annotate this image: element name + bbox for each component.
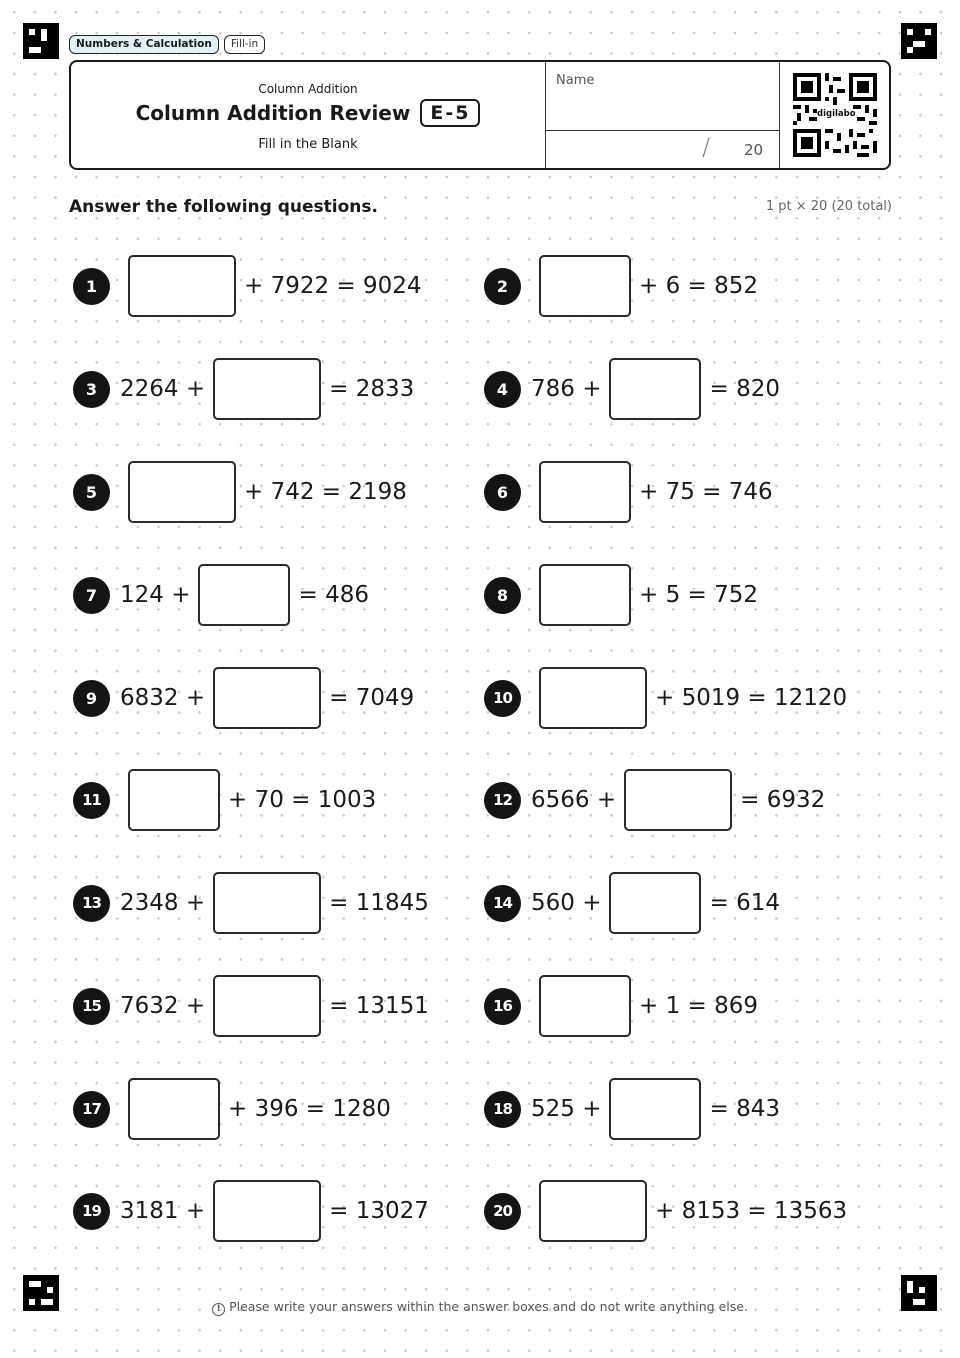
problem-number: 13: [73, 885, 110, 922]
points-text: 1 pt × 20 (20 total): [765, 199, 892, 214]
answer-box[interactable]: [128, 1078, 220, 1140]
title-row: [71, 99, 545, 127]
problem-expression: = 7049: [329, 685, 415, 711]
problem-17: [73, 1078, 391, 1140]
answer-box[interactable]: [539, 1180, 647, 1242]
problem-expression-left: 6832 +: [120, 685, 206, 711]
answer-box[interactable]: [539, 667, 647, 729]
problem-expression-left: 124 +: [120, 582, 191, 608]
problem-9: [73, 667, 414, 729]
problem-expression: = 2833: [329, 376, 415, 402]
problem-number: 11: [73, 782, 110, 819]
problem-number: 8: [484, 577, 521, 614]
info-circle-icon: !: [212, 1303, 225, 1316]
problem-13: [73, 872, 429, 934]
problem-2: [484, 255, 758, 317]
answer-box[interactable]: [539, 564, 631, 626]
qr-label: digilabo: [817, 109, 856, 119]
problem-expression-left: 7632 +: [120, 993, 206, 1019]
problem-number: 5: [73, 474, 110, 511]
problem-expression: + 70 = 1003: [228, 787, 377, 813]
problem-expression: = 486: [298, 582, 369, 608]
problem-20: [484, 1180, 847, 1242]
problem-expression-left: 786 +: [531, 376, 602, 402]
answer-box[interactable]: [213, 872, 321, 934]
answer-box[interactable]: [539, 461, 631, 523]
problem-number: 12: [484, 782, 521, 819]
problem-number: 17: [73, 1091, 110, 1128]
problem-14: [484, 872, 780, 934]
problem-number: 2: [484, 268, 521, 305]
problem-number: 14: [484, 885, 521, 922]
problem-5: [73, 461, 407, 523]
format-tag: Fill-in: [224, 35, 265, 54]
problem-expression: + 75 = 746: [639, 479, 773, 505]
problem-expression: = 13151: [329, 993, 429, 1019]
problem-number: 18: [484, 1091, 521, 1128]
corner-marker-top-left: [23, 23, 59, 59]
worksheet-subtitle: Column Addition: [258, 82, 358, 96]
problem-expression: + 6 = 852: [639, 273, 759, 299]
problem-expression: = 820: [709, 376, 780, 402]
problem-number: 6: [484, 474, 521, 511]
problem-expression-left: 560 +: [531, 890, 602, 916]
problem-11: [73, 769, 376, 831]
instructions-text: Answer the following questions.: [69, 197, 378, 217]
qr-cell: [779, 62, 890, 168]
answer-box[interactable]: [609, 358, 701, 420]
corner-marker-top-right: [901, 23, 937, 59]
answer-box[interactable]: [213, 358, 321, 420]
problem-number: 1: [73, 268, 110, 305]
problem-number: 16: [484, 988, 521, 1025]
problem-number: 20: [484, 1193, 521, 1230]
problem-number: 4: [484, 371, 521, 408]
name-field[interactable]: [545, 62, 780, 131]
worksheet-header: [69, 60, 891, 170]
answer-box[interactable]: [539, 975, 631, 1037]
problem-expression-left: 3181 +: [120, 1198, 206, 1224]
answer-box[interactable]: [128, 769, 220, 831]
category-tag: Numbers & Calculation: [69, 35, 219, 54]
score-total: 20: [744, 141, 764, 159]
problem-expression: + 5 = 752: [639, 582, 759, 608]
worksheet-code-badge: E-5: [420, 99, 480, 127]
footer-note: [0, 1299, 960, 1316]
problem-expression: + 396 = 1280: [228, 1096, 391, 1122]
answer-box[interactable]: [624, 769, 732, 831]
problem-expression: = 11845: [329, 890, 429, 916]
worksheet-title: Column Addition Review: [135, 101, 411, 125]
problem-expression-left: 525 +: [531, 1096, 602, 1122]
problem-4: [484, 358, 780, 420]
problem-number: 15: [73, 988, 110, 1025]
answer-box[interactable]: [198, 564, 290, 626]
problem-6: [484, 461, 773, 523]
worksheet-mode: Fill in the Blank: [258, 137, 358, 152]
problem-number: 10: [484, 680, 521, 717]
problem-3: [73, 358, 414, 420]
name-label: Name: [556, 73, 595, 88]
problem-expression: + 1 = 869: [639, 993, 759, 1019]
problem-expression: = 614: [709, 890, 780, 916]
answer-box[interactable]: [609, 872, 701, 934]
problem-expression: = 843: [709, 1096, 780, 1122]
problem-expression: + 742 = 2198: [244, 479, 407, 505]
problem-number: 9: [73, 680, 110, 717]
problem-expression: = 6932: [740, 787, 826, 813]
score-slash: /: [702, 133, 711, 161]
problem-12: [484, 769, 825, 831]
problem-7: [73, 564, 369, 626]
answer-box[interactable]: [539, 255, 631, 317]
problem-8: [484, 564, 758, 626]
problem-10: [484, 667, 847, 729]
answer-box[interactable]: [128, 255, 236, 317]
answer-box[interactable]: [213, 667, 321, 729]
problem-19: [73, 1180, 429, 1242]
problem-number: 7: [73, 577, 110, 614]
problem-number: 19: [73, 1193, 110, 1230]
problem-expression-left: 2348 +: [120, 890, 206, 916]
problem-18: [484, 1078, 780, 1140]
title-area: [71, 62, 545, 168]
answer-box[interactable]: [213, 975, 321, 1037]
answer-box[interactable]: [609, 1078, 701, 1140]
tag-row: [69, 35, 265, 54]
problem-16: [484, 975, 758, 1037]
problem-15: [73, 975, 429, 1037]
problem-expression-left: 2264 +: [120, 376, 206, 402]
problem-expression: = 13027: [329, 1198, 429, 1224]
problem-expression-left: 6566 +: [531, 787, 617, 813]
problem-expression: + 8153 = 13563: [655, 1198, 848, 1224]
footer-text: Please write your answers within the answer boxes and do not write anything else.: [229, 1299, 748, 1314]
problem-1: [73, 255, 422, 317]
answer-box[interactable]: [128, 461, 236, 523]
answer-box[interactable]: [213, 1180, 321, 1242]
score-field[interactable]: [545, 130, 780, 168]
problem-expression: + 5019 = 12120: [655, 685, 848, 711]
problem-number: 3: [73, 371, 110, 408]
problem-expression: + 7922 = 9024: [244, 273, 422, 299]
